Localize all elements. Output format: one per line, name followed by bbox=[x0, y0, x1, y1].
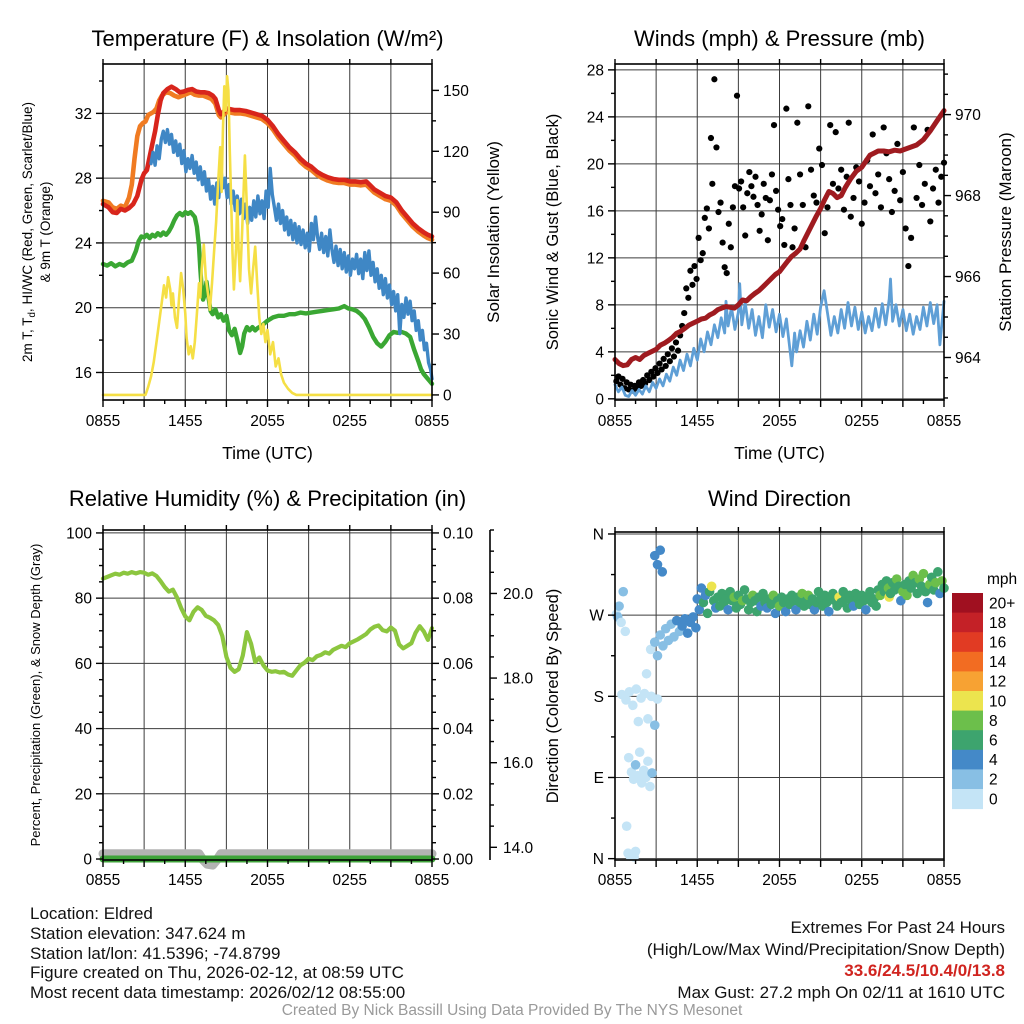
svg-text:24: 24 bbox=[586, 109, 604, 127]
svg-text:970: 970 bbox=[955, 107, 981, 125]
axis-labels bbox=[544, 486, 961, 889]
station-info bbox=[30, 904, 405, 1003]
svg-text:60: 60 bbox=[74, 655, 92, 673]
x-axis-title: Time (UTC) bbox=[734, 443, 825, 463]
extremes-values: 33.6/24.5/10.4/0/13.8 bbox=[844, 961, 1005, 980]
max-gust: Max Gust: 27.2 mph On 02/11 at 1610 UTC bbox=[677, 982, 1005, 1002]
x-axis-title: Time (UTC) bbox=[222, 443, 313, 463]
svg-text:S: S bbox=[593, 688, 604, 706]
svg-text:20+: 20+ bbox=[989, 595, 1016, 613]
figure-created: Figure created on Thu, 2026-02-12, at 08:59 UTC bbox=[30, 963, 404, 983]
svg-text:0855: 0855 bbox=[926, 413, 962, 430]
svg-text:0: 0 bbox=[989, 791, 998, 809]
station-elevation: Station elevation: 347.624 m bbox=[30, 923, 246, 943]
extremes-info bbox=[647, 917, 1005, 1003]
svg-text:6: 6 bbox=[989, 732, 998, 750]
svg-text:12: 12 bbox=[989, 673, 1007, 691]
svg-text:0.08: 0.08 bbox=[443, 590, 474, 608]
grid-lines bbox=[615, 64, 944, 400]
svg-text:16.0: 16.0 bbox=[503, 755, 534, 773]
svg-text:16: 16 bbox=[74, 364, 92, 382]
svg-text:4: 4 bbox=[989, 752, 998, 770]
svg-text:2055: 2055 bbox=[250, 413, 285, 430]
y-axis-title: Direction (Colored By Speed) bbox=[544, 588, 562, 804]
y-axis-title: Station Pressure (Maroon) bbox=[996, 132, 1015, 332]
extremes-title: Extremes For Past 24 Hours bbox=[790, 918, 1005, 937]
svg-text:2055: 2055 bbox=[250, 872, 285, 889]
svg-text:10: 10 bbox=[989, 693, 1007, 711]
recent-timestamp: Most recent data timestamp: 2026/02/12 08:55:00 bbox=[30, 983, 406, 1003]
svg-text:2: 2 bbox=[989, 771, 998, 789]
svg-text:E: E bbox=[593, 769, 604, 787]
svg-text:0: 0 bbox=[443, 387, 452, 405]
svg-text:16: 16 bbox=[989, 634, 1007, 652]
svg-text:1455: 1455 bbox=[168, 872, 203, 889]
svg-text:40: 40 bbox=[74, 721, 92, 739]
svg-text:20: 20 bbox=[74, 786, 92, 804]
svg-text:14: 14 bbox=[989, 654, 1007, 672]
svg-text:W: W bbox=[589, 607, 604, 625]
grid-lines bbox=[103, 530, 432, 860]
svg-text:0.06: 0.06 bbox=[443, 655, 474, 673]
svg-text:18: 18 bbox=[989, 614, 1007, 632]
svg-text:8: 8 bbox=[595, 297, 604, 315]
svg-text:60: 60 bbox=[443, 265, 461, 283]
svg-text:0855: 0855 bbox=[597, 413, 633, 430]
svg-text:120: 120 bbox=[443, 143, 469, 161]
extremes-subtitle: (High/Low/Max Wind/Precipitation/Snow Depth) bbox=[646, 939, 1005, 959]
svg-text:0.02: 0.02 bbox=[443, 786, 474, 804]
svg-text:0255: 0255 bbox=[844, 872, 879, 889]
chart-title: Relative Humidity (%) & Precipitation (in) bbox=[68, 486, 467, 511]
svg-text:24: 24 bbox=[74, 235, 92, 253]
svg-text:150: 150 bbox=[443, 82, 469, 100]
series bbox=[613, 76, 947, 396]
svg-text:12: 12 bbox=[586, 250, 604, 268]
y-axis-title: 2m T, $T_d$, HI/WC (Red, Green, Scarlet/Blue) bbox=[20, 102, 38, 362]
chart-title: Temperature (F) & Insolation (W/m²) bbox=[91, 26, 444, 51]
svg-text:8: 8 bbox=[989, 712, 998, 730]
svg-text:0255: 0255 bbox=[844, 413, 879, 430]
svg-text:0855: 0855 bbox=[597, 872, 633, 889]
temperature-insolation-chart bbox=[0, 0, 560, 478]
speed-colorbar bbox=[952, 571, 1017, 809]
axis-labels bbox=[20, 26, 503, 463]
svg-text:966: 966 bbox=[955, 269, 981, 287]
svg-text:28: 28 bbox=[586, 62, 604, 80]
svg-text:18.0: 18.0 bbox=[503, 670, 534, 688]
svg-text:80: 80 bbox=[74, 590, 92, 608]
y-axis-title: & 9m T (Orange) bbox=[38, 181, 53, 283]
svg-text:30: 30 bbox=[443, 326, 461, 344]
station-latlon: Station lat/lon: 41.5396; -74.8799 bbox=[30, 943, 281, 963]
svg-text:2055: 2055 bbox=[762, 413, 797, 430]
svg-text:0855: 0855 bbox=[414, 413, 450, 430]
y-axis-title: Sonic Wind & Gust (Blue, Black) bbox=[544, 113, 562, 351]
credit-line: Created By Nick Bassill Using Data Provided By The NYS Mesonet bbox=[281, 1002, 743, 1019]
series bbox=[612, 545, 949, 861]
svg-text:N: N bbox=[592, 526, 604, 544]
line-heat-index-wind-chill bbox=[151, 130, 432, 379]
svg-text:20: 20 bbox=[74, 300, 92, 318]
chart-title: Wind Direction bbox=[707, 486, 852, 511]
svg-text:0: 0 bbox=[595, 391, 604, 409]
svg-text:964: 964 bbox=[955, 349, 981, 367]
svg-text:1455: 1455 bbox=[680, 872, 715, 889]
svg-text:4: 4 bbox=[595, 344, 604, 362]
station-location: Location: Eldred bbox=[30, 904, 153, 923]
svg-text:100: 100 bbox=[66, 525, 92, 543]
axis-labels bbox=[28, 486, 534, 889]
svg-text:0855: 0855 bbox=[926, 872, 962, 889]
svg-text:0.00: 0.00 bbox=[443, 851, 474, 869]
winds-pressure-chart bbox=[512, 0, 1024, 478]
humidity-precipitation-chart bbox=[0, 478, 560, 908]
scatter-wind-direction-colored-by-speed- bbox=[612, 545, 949, 861]
svg-text:0855: 0855 bbox=[85, 872, 121, 889]
svg-text:28: 28 bbox=[74, 170, 92, 188]
svg-text:20.0: 20.0 bbox=[503, 585, 534, 603]
y-axis-title: Solar Insolation (Yellow) bbox=[484, 141, 503, 323]
svg-text:32: 32 bbox=[74, 105, 92, 123]
svg-text:90: 90 bbox=[443, 204, 461, 222]
colorbar-unit: mph bbox=[987, 571, 1018, 588]
svg-text:0255: 0255 bbox=[332, 413, 367, 430]
svg-text:0.04: 0.04 bbox=[443, 721, 474, 739]
svg-text:2055: 2055 bbox=[762, 872, 797, 889]
svg-text:0: 0 bbox=[83, 851, 92, 869]
svg-text:16: 16 bbox=[586, 203, 604, 221]
svg-text:N: N bbox=[592, 851, 604, 869]
y-axis-title: Percent, Precipitation (Green), & Snow Depth (Gray) bbox=[28, 543, 43, 847]
svg-text:1455: 1455 bbox=[680, 413, 715, 430]
svg-text:0855: 0855 bbox=[85, 413, 121, 430]
svg-text:968: 968 bbox=[955, 188, 981, 206]
svg-text:20: 20 bbox=[586, 156, 604, 174]
svg-text:14.0: 14.0 bbox=[503, 839, 534, 857]
svg-text:0255: 0255 bbox=[332, 872, 367, 889]
svg-text:0855: 0855 bbox=[414, 872, 450, 889]
svg-text:0.10: 0.10 bbox=[443, 525, 474, 543]
wind-direction-chart bbox=[512, 478, 1024, 908]
chart-title: Winds (mph) & Pressure (mb) bbox=[634, 26, 925, 51]
svg-text:1455: 1455 bbox=[168, 413, 203, 430]
